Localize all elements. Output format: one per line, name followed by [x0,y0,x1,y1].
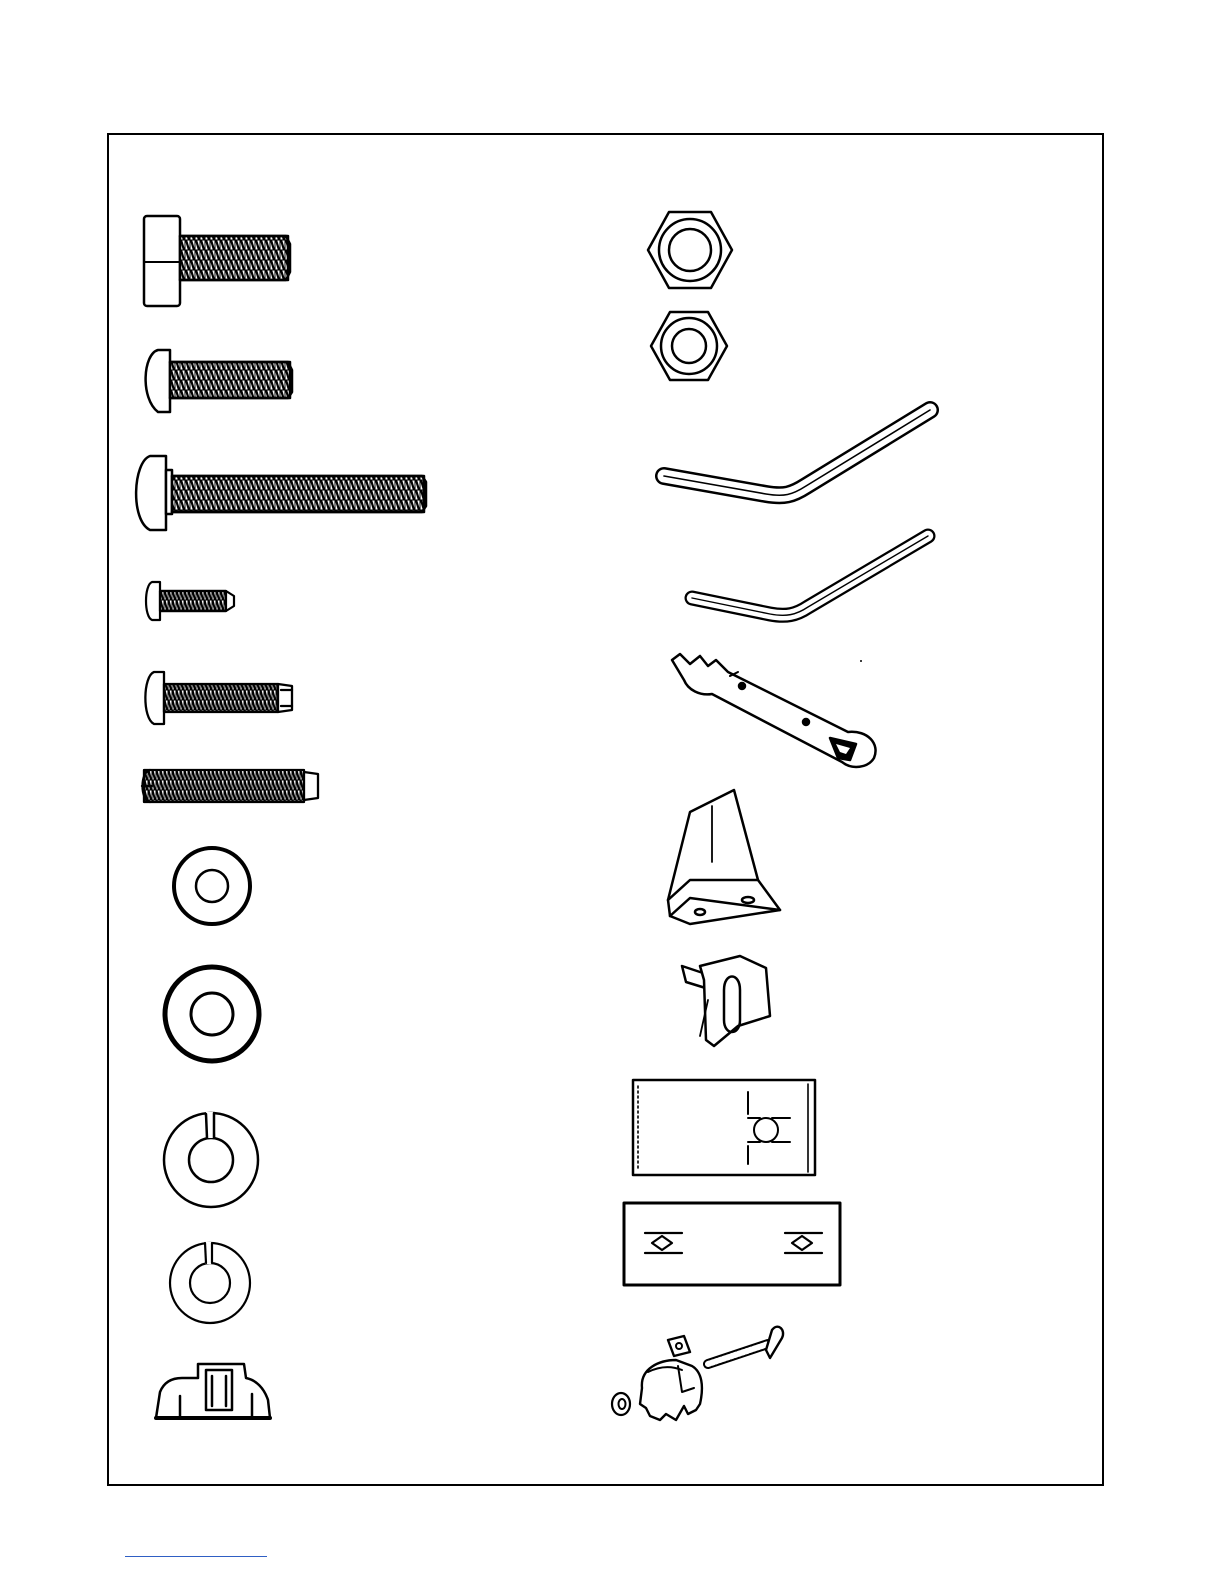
hex-nut-small-icon [651,312,727,380]
lock-washer-small-icon [170,1242,250,1323]
flat-washer-large-icon [165,967,259,1061]
footer-rule [125,1556,267,1557]
small-screw-icon [146,582,234,620]
bracket-plate-icon [633,1080,815,1175]
threaded-rod-icon [142,770,318,802]
flat-washer-small-icon [174,848,250,924]
slotted-bolt-icon [145,672,292,724]
mounting-plate-icon [624,1203,840,1285]
hex-nut-large-icon [648,212,732,288]
wrench-icon [672,654,876,767]
hex-key-small-icon [692,536,928,615]
carriage-bolt-short-icon [146,350,292,412]
clip-nut-icon [156,1364,270,1418]
carriage-bolt-long-icon [136,456,426,530]
bracket-icon [668,790,780,924]
hex-key-large-icon [664,410,930,495]
hex-head-bolt-icon [144,216,290,306]
hardware-kit-icon [612,1327,783,1420]
lock-washer-large-icon [164,1112,258,1207]
mounting-clip-icon [682,956,770,1046]
